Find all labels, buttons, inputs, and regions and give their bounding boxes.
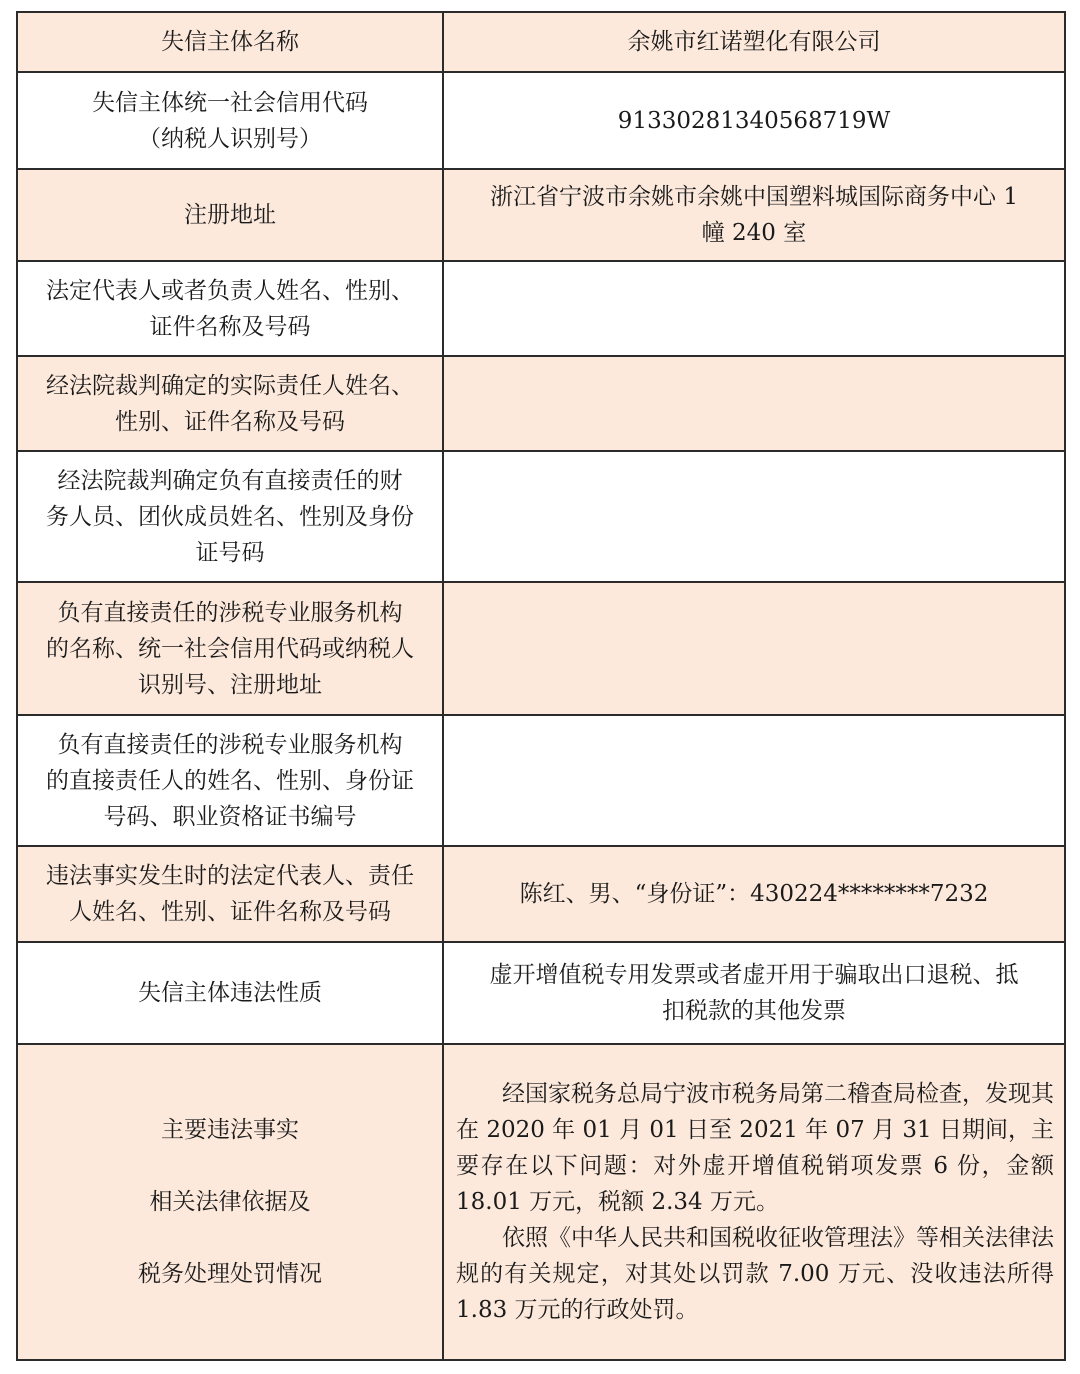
label-credit-code: 失信主体统一社会信用代码 （纳税人识别号） <box>17 72 443 169</box>
label-legal-representative: 法定代表人或者负责人姓名、性别、 证件名称及号码 <box>17 261 443 356</box>
row-agency <box>17 582 1065 715</box>
row-credit-code <box>17 72 1065 169</box>
tax-credit-record-table <box>16 11 1066 1361</box>
value-agency <box>443 582 1065 715</box>
value-violation-nature: 虚开增值税专用发票或者虚开用于骗取出口退税、抵 扣税款的其他发票 <box>443 942 1065 1044</box>
value-main-facts <box>443 1044 1065 1360</box>
row-entity-name <box>17 12 1065 72</box>
value-legal-representative <box>443 261 1065 356</box>
row-legal-representative <box>17 261 1065 356</box>
label-main-facts: 主要违法事实 相关法律依据及 税务处理处罚情况 <box>17 1044 443 1360</box>
facts-paragraph-penalty: 依照《中华人民共和国税收征收管理法》等相关法律法规的有关规定，对其处以罚款 7.00 万元、没收违法所得 1.83 万元的行政处罚。 <box>456 1225 1054 1323</box>
label-actual-responsible: 经法院裁判确定的实际责任人姓名、 性别、证件名称及号码 <box>17 356 443 451</box>
label-violation-nature: 失信主体违法性质 <box>17 942 443 1044</box>
row-main-facts <box>17 1044 1065 1360</box>
row-violation-nature <box>17 942 1065 1044</box>
row-agency-responsible <box>17 715 1065 846</box>
row-finance-staff <box>17 451 1065 582</box>
label-agency: 负有直接责任的涉税专业服务机构 的名称、统一社会信用代码或纳税人 识别号、注册地址 <box>17 582 443 715</box>
value-credit-code: 91330281340568719W <box>443 72 1065 169</box>
value-entity-name: 余姚市红诺塑化有限公司 <box>443 12 1065 72</box>
label-agency-responsible: 负有直接责任的涉税专业服务机构 的直接责任人的姓名、性别、身份证 号码、职业资格证书编号 <box>17 715 443 846</box>
value-finance-staff <box>443 451 1065 582</box>
label-registered-address: 注册地址 <box>17 169 443 261</box>
label-finance-staff: 经法院裁判确定负有直接责任的财 务人员、团伙成员姓名、性别及身份 证号码 <box>17 451 443 582</box>
row-registered-address <box>17 169 1065 261</box>
label-entity-name: 失信主体名称 <box>17 12 443 72</box>
facts-paragraph-inspection: 经国家税务总局宁波市税务局第二稽查局检查，发现其在 2020 年 01 月 01 日至 2021 年 07 月 31 日期间，主要存在以下问题：对外虚开增值税销项发票 6 份，金额 18.01 万元，税额 2.34 万元。 <box>456 1081 1054 1215</box>
value-agency-responsible <box>443 715 1065 846</box>
row-actual-responsible <box>17 356 1065 451</box>
row-violation-representative <box>17 846 1065 942</box>
value-registered-address: 浙江省宁波市余姚市余姚中国塑料城国际商务中心 1 幢 240 室 <box>443 169 1065 261</box>
value-violation-representative: 陈红、男、“身份证”：430224********7232 <box>443 846 1065 942</box>
value-actual-responsible <box>443 356 1065 451</box>
label-violation-representative: 违法事实发生时的法定代表人、责任 人姓名、性别、证件名称及号码 <box>17 846 443 942</box>
